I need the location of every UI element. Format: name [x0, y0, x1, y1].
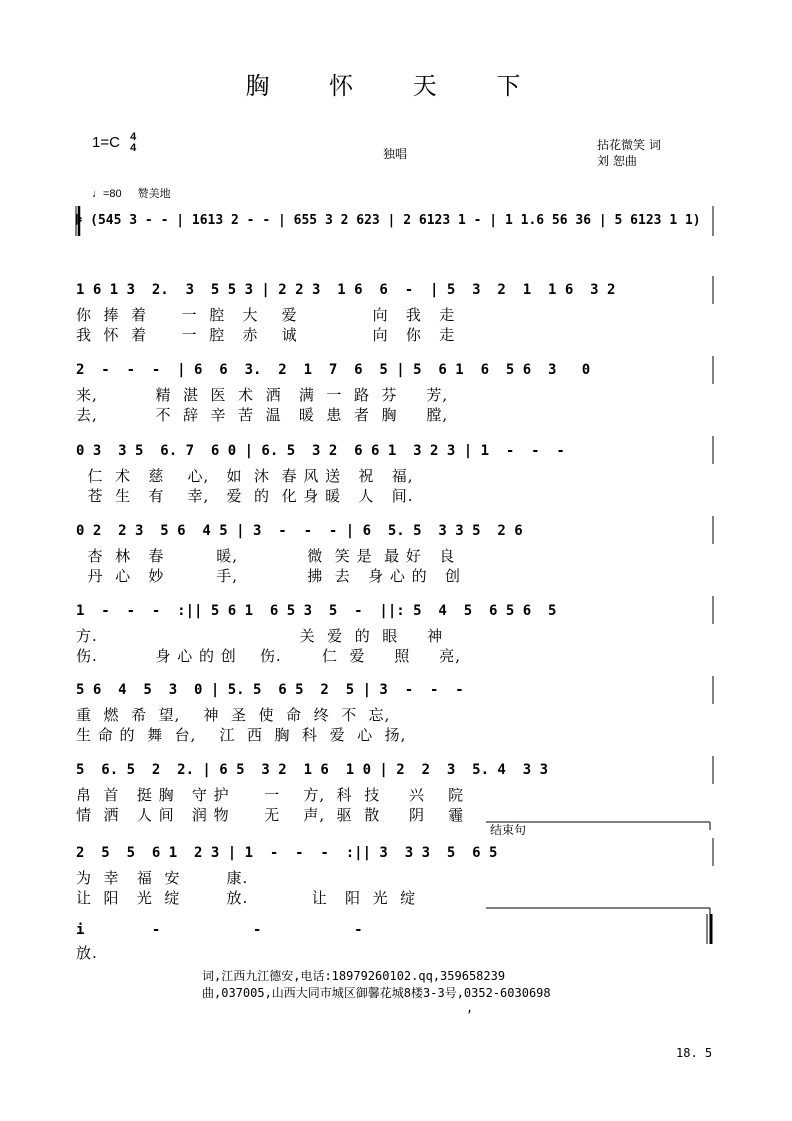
lyric-verse-2: 生 命 的 舞 台, 江 西 胸 科 爱 心 扬, — [76, 726, 407, 744]
lyric-verse-2: 苍 生 有 幸, 爱 的 化 身 暖 人 间. — [76, 487, 414, 505]
page-title: 胸 怀 天 下 — [245, 72, 547, 100]
lyric-verse-2: 伤. 身 心 的 创 伤. 仁 爱 照 亮, — [76, 647, 461, 665]
time-signature: 4 4 — [130, 131, 137, 154]
notation-line: 2 5 5 6 1 2 3 | 1 - - - :|| 3 3 3 5 6 5 — [76, 845, 498, 861]
footer-contact-lyricist: 词,江西九江德安,电话:18979260102.qq,359658239 — [202, 969, 506, 983]
notation-line: 𝄆 (545 3 - - | 1613 2 - - | 655 3 2 623 | 2 6123 1 - | 1 1.6 56 36 | 5 6123 1 1) — [76, 213, 701, 228]
notation-line: 1 6 1 3 2. 3 5 5 3 | 2 2 3 1 6 6 - | 5 3 2 1 1 6 3 2 — [76, 282, 616, 298]
lyric-verse-1: 为 幸 福 安 康. — [76, 869, 249, 887]
notation-line: 5 6. 5 2 2. | 6 5 3 2 1 6 1 0 | 2 2 3 5. 4 3 3 — [76, 762, 549, 778]
key-label: 1=C — [92, 133, 120, 151]
notation-line: 5 6 4 5 3 0 | 5. 5 6 5 2 5 | 3 - - - — [76, 682, 464, 698]
lyric-verse-2: 让 阳 光 绽 放. 让 阳 光 绽 — [76, 889, 417, 907]
lyric-verse-1: 仁 术 慈 心, 如 沐 春 风 送 祝 福, — [76, 467, 414, 485]
lyric-verse-1: 方. 关 爱 的 眼 神 — [76, 627, 444, 645]
lyric-verse-1: 帛 首 挺 胸 守 护 一 方, 科 技 兴 院 — [76, 786, 465, 804]
footer-mark: , — [466, 1001, 474, 1015]
notation-line: 0 2 2 3 5 6 4 5 | 3 - - - | 6 5. 5 3 3 5 2 6 — [76, 523, 523, 539]
lyricist-credit: 拈花微笑 词 — [597, 138, 661, 152]
lyric-verse-1: 你 捧 着 一 腔 大 爱 向 我 走 — [76, 306, 456, 324]
notation-line: 2 - - - | 6 6 3. 2 1 7 6 5 | 5 6 1 6 5 6 3 0 — [76, 362, 591, 378]
page-number: 18. 5 — [676, 1046, 713, 1060]
ending-label: 结束句 — [490, 823, 527, 837]
notation-line: i - - - — [76, 922, 363, 938]
lyric-verse-1: 杏 林 春 暖, 微 笑 是 最 好 良 — [76, 547, 456, 565]
footer-contact-composer: 曲,037005,山西大同市城区御馨花城8楼3-3号,0352-6030698 — [202, 986, 551, 1000]
notation-line: 1 - - - :|| 5 6 1 6 5 3 5 - ||: 5 4 5 6 5 6 5 — [76, 603, 557, 619]
lyric-verse-1: 放. — [76, 944, 98, 962]
lyric-verse-2: 我 怀 着 一 腔 赤 诚 向 你 走 — [76, 326, 456, 344]
lyric-verse-2: 去, 不 辞 辛 苦 温 暖 患 者 胸 膛, — [76, 406, 449, 424]
lyric-verse-2: 情 洒 人 间 润 物 无 声, 驱 散 阴 霾 — [76, 806, 465, 824]
lyric-verse-2: 丹 心 妙 手, 拂 去 身 心 的 创 — [76, 567, 461, 585]
composer-credit: 刘 恕曲 — [597, 154, 637, 168]
performance-style: 独唱 — [383, 147, 408, 161]
tempo-marking: ♩=80 赞美地 — [92, 188, 171, 200]
notation-line: 0 3 3 5 6. 7 6 0 | 6. 5 3 2 6 6 1 3 2 3 | 1 - - - — [76, 443, 565, 459]
lyric-verse-1: 重 燃 希 望, 神 圣 使 命 终 不 忘, — [76, 706, 391, 724]
lyric-verse-1: 来, 精 湛 医 术 洒 满 一 路 芬 芳, — [76, 386, 449, 404]
